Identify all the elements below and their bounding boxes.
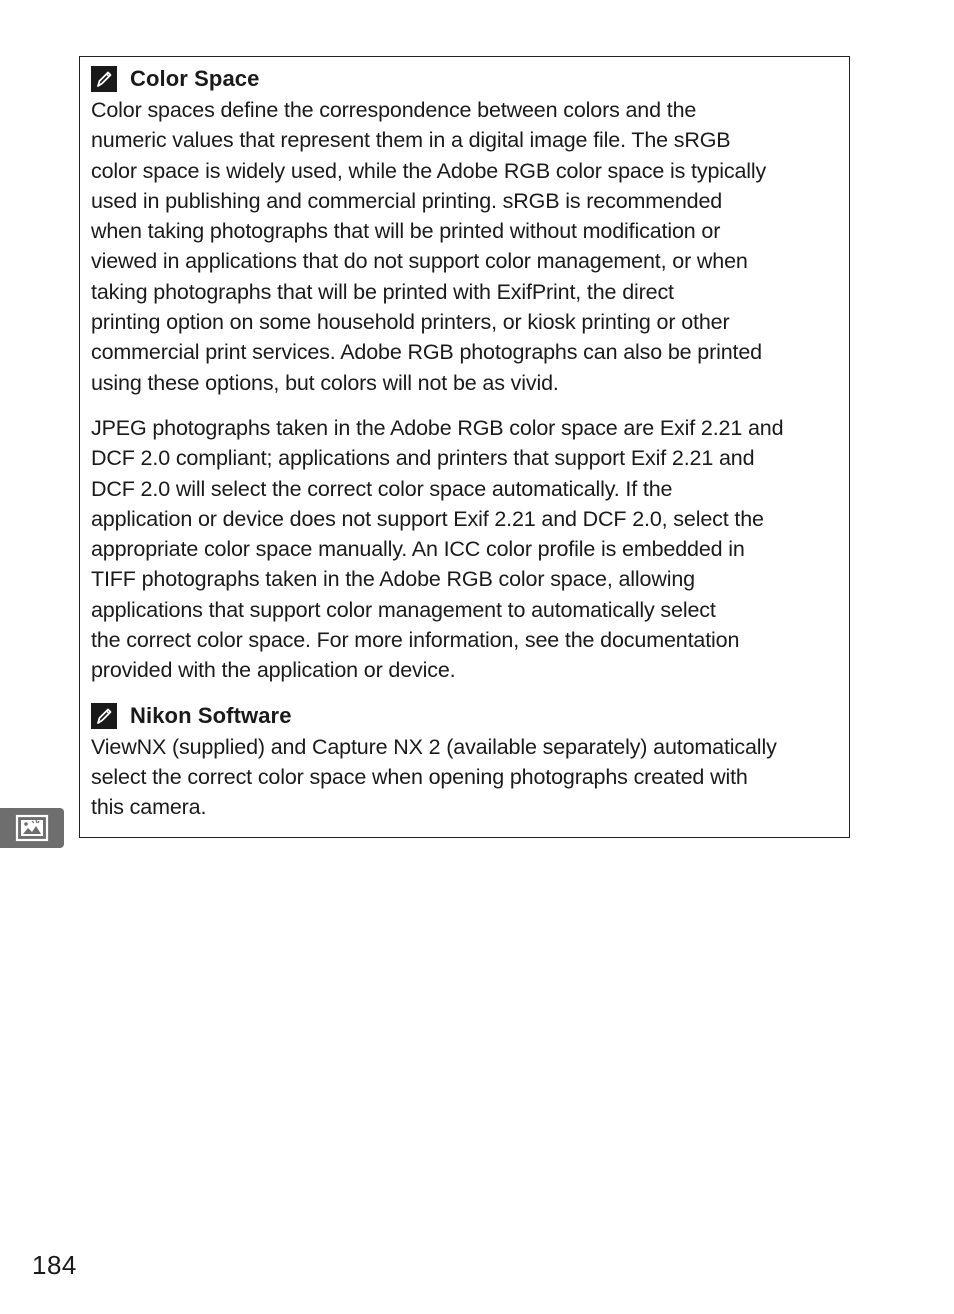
- note-title: Nikon Software: [130, 702, 292, 728]
- pencil-note-icon: [91, 703, 117, 729]
- note-title: Color Space: [130, 66, 260, 91]
- nikon-software-paragraph: ViewNX (supplied) and Capture NX 2 (available separately) automatically select the correct color space when opening photographs created with this camera.: [91, 734, 777, 820]
- page-number: 184: [32, 1250, 77, 1280]
- shooting-menu-icon: [15, 814, 49, 842]
- note-box: [79, 56, 850, 838]
- color-space-paragraph-2: JPEG photographs taken in the Adobe RGB color space are Exif 2.21 and DCF 2.0 compliant; applications and printers that support Exif 2.21 and DCF 2.0 will select the correct color space automatically. If the application or device does not support Exif 2.21 and DCF 2.0, select the appropriate color space manually. An ICC color profile is embedded in TIFF photographs taken in the Adobe RGB color space, allowing applications that support color management to automatically select the correct color space. For more information, see the documentation provided with the application or device.: [91, 415, 784, 683]
- color-space-paragraph-1: Color spaces define the correspondence between colors and the numeric values that represent them in a digital image file. The sRGB color space is widely used, while the Adobe RGB color space is typically used in publishing and commercial printing. sRGB is recommended when taking photographs that will be printed without modification or viewed in applications that do not support color management, or when taking photographs that will be printed with ExifPrint, the direct printing option on some household printers, or kiosk printing or other commercial print services. Adobe RGB photographs can also be printed using these options, but colors will not be as vivid.: [91, 98, 767, 395]
- note-heading-color-space: [91, 63, 839, 95]
- section-side-tab: [0, 808, 64, 848]
- pencil-note-icon: [91, 66, 117, 92]
- note-heading-nikon-software: [91, 700, 839, 732]
